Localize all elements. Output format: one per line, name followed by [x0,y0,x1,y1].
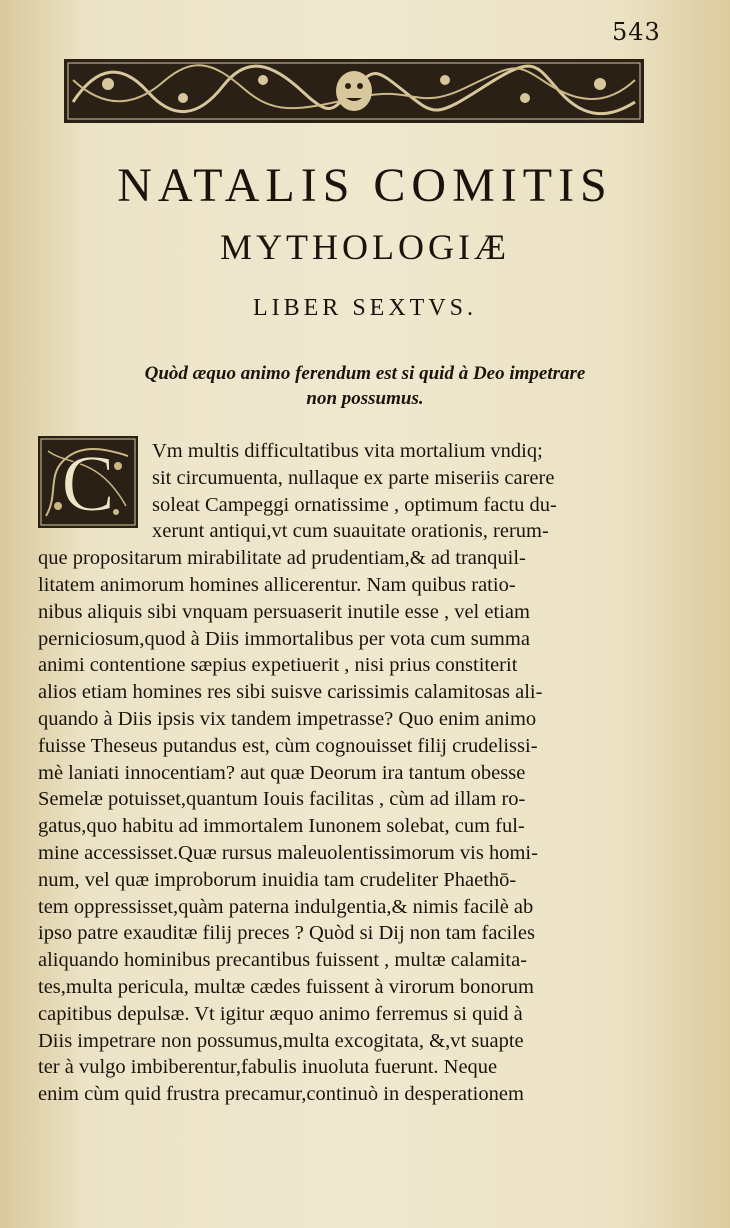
book-title: NATALIS COMITIS [117,159,613,212]
book-number-heading: LIBER SEXTVS. [252,295,477,321]
text-line: mè laniati innocentiam? aut quæ Deorum ira tantum obesse [38,761,526,784]
chapter-heading-line: non possumus. [306,388,424,409]
text-line: Semelæ potuisset,quantum Iouis facilitas , cùm ad illam ro- [38,788,526,811]
text-line: nibus aliquis sibi vnquam persuaserit inutile esse , vel etiam [38,600,530,623]
text-line: litatem animorum homines allicerentur. Nam quibus ratio- [38,573,516,596]
text-line: Diis impetrare non possumus,multa excogitata, &,vt suapte [38,1029,524,1052]
text-line: mine accessisset.Quæ rursus maleuolentissimorum vis homi- [38,841,538,864]
body-text [38,438,650,1108]
text-line: quando à Diis ipsis vix tandem impetrasse? Quo enim animo [38,707,537,730]
text-line: aliquando hominibus precantibus fuissent , multæ calamita- [38,949,528,972]
initial-letter-glyph: C [61,440,115,528]
text-line: tem oppressisset,quàm paterna indulgentia,& nimis facilè ab [38,895,534,918]
text-line: ipso patre exauditæ filij preces ? Quòd si Dij non tam faciles [38,922,535,945]
page-number: 543 [612,18,661,46]
book-subtitle: MYTHOLOGIÆ [220,227,510,267]
text-line: que propositarum mirabilitate ad prudentiam,& ad tranquil- [38,547,526,570]
text-line: gatus,quo habitu ad immortalem Iunonem solebat, cum ful- [38,815,525,838]
text-line: sit circumuenta, nullaque ex parte miseriis carere [152,466,555,489]
text-line: fuisse Theseus putandus est, cùm cognouisset filij crudelissi- [38,734,538,757]
text-line: alios etiam homines res sibi suisve carissimis calamitosas ali- [38,681,543,704]
text-line: tes,multa pericula, multæ cædes fuissent à virorum bonorum [38,975,534,998]
text-line: ter à vulgo imbiberentur,fabulis inuoluta fuerunt. Neque [38,1056,498,1079]
chapter-heading-line: Quòd æquo animo ferendum est si quid à Deo impetrare [144,363,586,384]
text-line: enim cùm quid frustra precamur,continuò in desperationem [38,1083,524,1106]
text-line: capitibus depulsæ. Vt igitur æquo animo ferremus si quid à [38,1002,523,1025]
text-line: xerunt antiqui,vt cum suauitate orationis, rerum- [152,520,549,543]
text-line: num, vel quæ improborum inuidia tam crudeliter Phaethō- [38,868,517,891]
text-line: Vm multis difficultatibus vita mortalium vndiq; [152,440,543,462]
text-line: animi contentione sæpius expetiuerit , nisi prius constiterit [38,654,518,677]
decorative-headpiece-ornament [63,58,645,124]
text-line: perniciosum,quod à Diis immortalibus per vota cum summa [38,627,530,650]
chapter-heading [100,361,630,411]
text-line: soleat Campeggi ornatissime , optimum factu du- [152,493,557,516]
